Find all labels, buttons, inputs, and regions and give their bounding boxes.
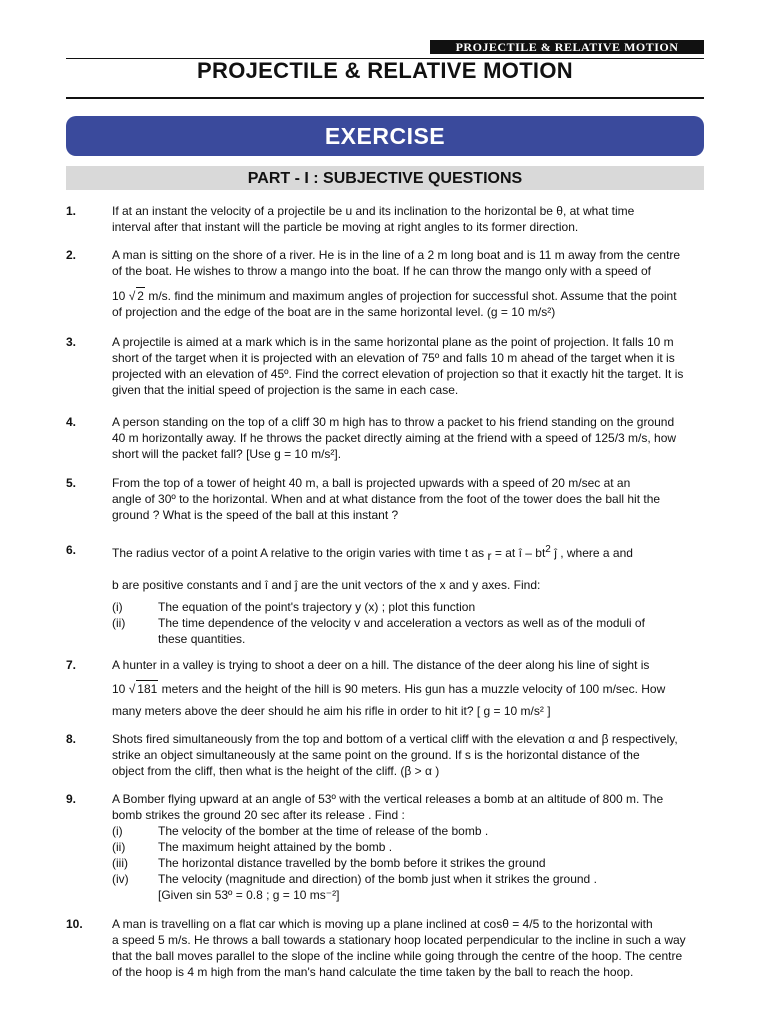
question-text: b are positive constants and xyxy=(112,578,262,592)
question-text: of the boat. He wishes to throw a mango into the boat. If he can throw the mango only with a speed of xyxy=(112,264,651,278)
question-text: of the hoop is 4 m high from the man's hand calculate the time taken by the ball to reach the hoop. xyxy=(112,965,634,979)
unit-vector-i: î xyxy=(264,578,269,592)
question-text: If at an instant the velocity of a projectile be u and its inclination to the horizontal be θ, at what time xyxy=(112,204,635,218)
sub-item-text: The velocity (magnitude and direction) of the bomb just when it strikes the ground . xyxy=(158,872,597,886)
exponent: 2 xyxy=(545,544,551,555)
question-number: 3. xyxy=(66,335,77,349)
question-text: given that the initial speed of projection is the same in each case. xyxy=(112,383,459,397)
radical-value: 181 xyxy=(137,682,158,696)
sub-item-number: (i) xyxy=(112,824,123,838)
question-number: 2. xyxy=(66,248,77,262)
question-number: 4. xyxy=(66,415,77,429)
question-text: a speed 5 m/s. He throws a ball towards a stationary hoop located perpendicular to the incline in such a way xyxy=(112,933,686,947)
sub-item-text: The equation of the point's trajectory y (x) ; plot this function xyxy=(158,600,476,614)
question-text: A projectile is aimed at a mark which is in the same horizontal plane as the point of projection. It falls 10 m xyxy=(112,335,674,349)
sqrt-sign: √ xyxy=(128,682,136,696)
question-text-equation xyxy=(112,542,704,561)
part-heading: PART - I : SUBJECTIVE QUESTIONS xyxy=(66,166,704,190)
sub-item-text: The horizontal distance travelled by the bomb before it strikes the ground xyxy=(158,856,546,870)
question-text: A Bomber flying upward at an angle of 53º with the vertical releases a bomb at an altitude of 800 m. The xyxy=(112,792,664,806)
question-text: The radius vector of a point A relative to the origin varies with time t as xyxy=(112,546,485,560)
sqrt-sign: √ xyxy=(128,289,136,303)
given-values: [Given sin 53º = 0.8 ; g = 10 ms⁻²] xyxy=(158,888,340,902)
sub-item-text: The velocity of the bomber at the time of release of the bomb . xyxy=(158,824,489,838)
question-text: A man is sitting on the shore of a river. He is in the line of a 2 m long boat and is 11 m away from the centre xyxy=(112,248,681,262)
title-rule xyxy=(66,97,704,99)
sub-item xyxy=(112,871,704,887)
question-text-radical xyxy=(112,680,704,697)
sub-item-text: The maximum height attained by the bomb . xyxy=(158,840,393,854)
sub-item-number: (i) xyxy=(112,600,123,614)
and-text: and xyxy=(271,578,292,592)
sub-item-number: (iv) xyxy=(112,872,129,886)
question-number: 6. xyxy=(66,543,77,557)
sub-item-text: The time dependence of the velocity v and acceleration a vectors as well as of the moduli of xyxy=(158,616,645,630)
sub-item-number: (ii) xyxy=(112,616,126,630)
question-number: 8. xyxy=(66,732,77,746)
sub-item-number: (ii) xyxy=(112,840,126,854)
question-text: short of the target when it is projected with an elevation of 75º and falls 10 m ahead of the target when it is xyxy=(112,351,675,365)
question-text: , where a and xyxy=(560,546,633,560)
running-head: PROJECTILE & RELATIVE MOTION xyxy=(430,40,704,54)
equation-part: – bt xyxy=(525,546,546,560)
question-text: of projection and the edge of the boat are in the same horizontal level. (g = 10 m/s²) xyxy=(112,305,556,319)
question-number: 1. xyxy=(66,204,77,218)
unit-vector-j: ĵ xyxy=(554,546,557,560)
question-text: From the top of a tower of height 40 m, a ball is projected upwards with a speed of 20 m/sec at an xyxy=(112,476,631,490)
question-text: angle of 30º to the horizontal. When and at what distance from the foot of the tower does the ball hit the xyxy=(112,492,661,506)
question-text: that the ball moves parallel to the slope of the incline while going through the centre of the hoop. The centre xyxy=(112,949,683,963)
question-text: A hunter in a valley is trying to shoot a deer on a hill. The distance of the deer along his line of sight is xyxy=(112,658,650,672)
question-text: strike an object simultaneously at the same point on the ground. If s is the horizontal distance of the xyxy=(112,748,640,762)
sub-item-continuation: these quantities. xyxy=(158,632,246,646)
question-number: 10. xyxy=(66,917,83,931)
sub-item xyxy=(112,823,704,839)
question-text xyxy=(112,577,704,593)
question-number: 7. xyxy=(66,658,77,672)
question-text: m/s. find the minimum and maximum angles of projection for successful shot. Assume that the point xyxy=(148,289,677,303)
exercise-banner: EXERCISE xyxy=(66,116,704,156)
sub-item xyxy=(112,615,704,631)
question-text: many meters above the deer should he aim his rifle in order to hit it? [ g = 10 m/s² ] xyxy=(112,704,551,718)
page-title: PROJECTILE & RELATIVE MOTION xyxy=(197,58,573,83)
question-text: projected with an elevation of 45º. Find the correct elevation of projection so that it exactly hit the target. It is xyxy=(112,367,684,381)
question-text: A person standing on the top of a cliff 30 m high has to throw a packet to his friend standing on the ground xyxy=(112,415,675,429)
question-number: 5. xyxy=(66,476,77,490)
equation-part: = at xyxy=(494,546,516,560)
sub-item-number: (iii) xyxy=(112,856,128,870)
question-text: bomb strikes the ground 20 sec after its release . Find : xyxy=(112,808,405,822)
radical-coefficient: 10 xyxy=(112,289,126,303)
radical-value: 2 xyxy=(137,289,144,303)
sub-item xyxy=(112,599,704,615)
question-text: ground ? What is the speed of the ball at this instant ? xyxy=(112,508,399,522)
sub-item xyxy=(112,855,704,871)
question-text: interval after that instant will the particle be moving at right angles to its former direction. xyxy=(112,220,579,234)
question-text-radical xyxy=(112,287,704,304)
unit-vector-i: î xyxy=(518,546,522,560)
question-text: 40 m horizontally away. If he throws the packet directly aiming at the friend with a speed of 125/3 m/s, how xyxy=(112,431,677,445)
sub-item xyxy=(112,839,704,855)
unit-vector-j: ĵ xyxy=(294,578,298,592)
question-text: short will the packet fall? [Use g = 10 m/s²]. xyxy=(112,447,342,461)
radical-coefficient: 10 xyxy=(112,682,126,696)
question-text: A man is travelling on a flat car which is moving up a plane inclined at cosθ = 4/5 to the horizontal with xyxy=(112,917,653,931)
question-text: object from the cliff, then what is the height of the cliff. (β > α ) xyxy=(112,764,440,778)
question-text: meters and the height of the hill is 90 meters. His gun has a muzzle velocity of 100 m/sec. How xyxy=(161,682,666,696)
question-text: are the unit vectors of the x and y axes. Find: xyxy=(300,578,541,592)
question-number: 9. xyxy=(66,792,77,806)
question-text: Shots fired simultaneously from the top and bottom of a vertical cliff with the elevation α and β respectively, xyxy=(112,732,678,746)
vector-r: r xyxy=(487,549,492,563)
